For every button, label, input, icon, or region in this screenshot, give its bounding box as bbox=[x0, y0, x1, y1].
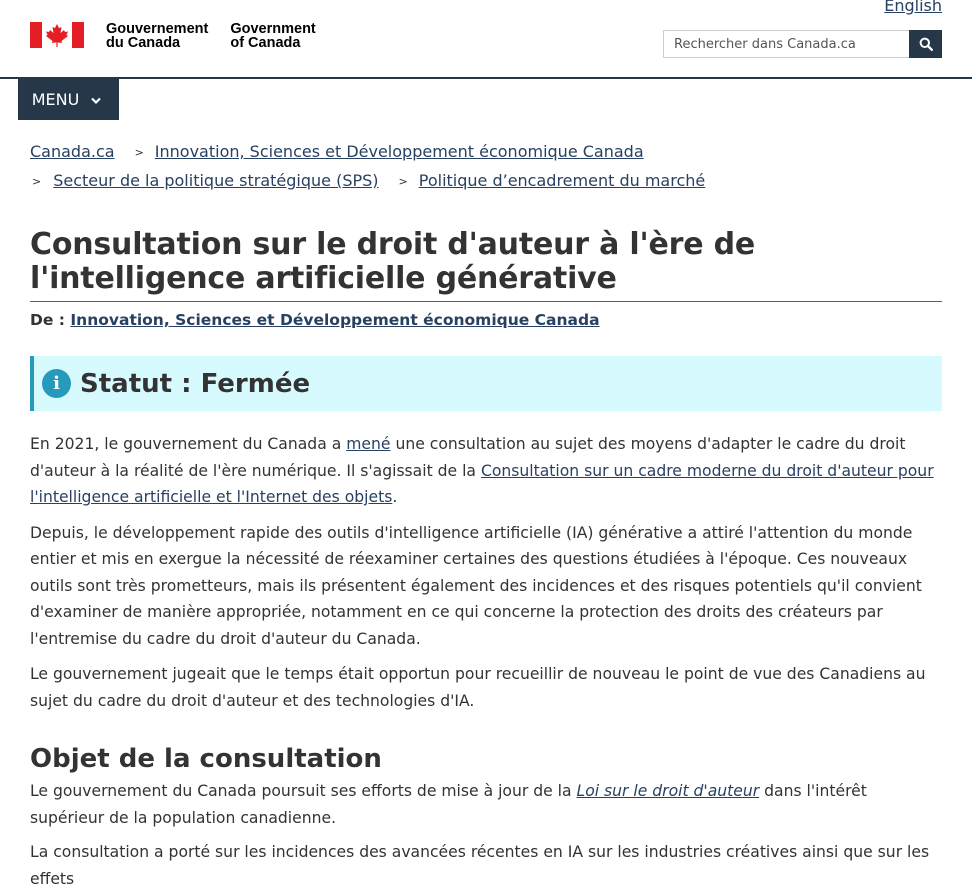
breadcrumb-separator: > bbox=[398, 175, 408, 188]
info-icon: i bbox=[42, 369, 71, 398]
chevron-down-icon bbox=[91, 90, 101, 109]
signature-fr-line1: Gouvernement bbox=[106, 21, 209, 37]
menu-label: MENU bbox=[31, 90, 80, 109]
language-toggle-link[interactable]: English bbox=[884, 0, 942, 15]
mene-link[interactable]: mené bbox=[346, 435, 391, 453]
section-heading-objective: Objet de la consultation bbox=[30, 744, 382, 774]
consultation-scope-paragraph: La consultation a porté sur les incidences des avancées récentes en IA sur les industries créatives ainsi que sur les effets bbox=[30, 843, 930, 888]
objective-paragraph bbox=[30, 778, 942, 831]
canada-flag-icon bbox=[30, 22, 84, 48]
intro-text-3: . bbox=[392, 488, 398, 506]
intro-paragraph bbox=[30, 431, 942, 511]
copyright-act-link[interactable]: Loi sur le droit d'auteur bbox=[576, 782, 760, 800]
government-signature[interactable] bbox=[30, 22, 338, 50]
breadcrumb-link-sps[interactable]: Secteur de la politique stratégique (SPS) bbox=[53, 171, 379, 190]
search-button[interactable] bbox=[909, 30, 942, 58]
search-icon bbox=[919, 37, 933, 51]
search-input[interactable] bbox=[663, 30, 909, 58]
status-heading: Statut : Fermée bbox=[80, 368, 311, 399]
intro-text-1: En 2021, le gouvernement du Canada a bbox=[30, 435, 347, 453]
author-line bbox=[30, 311, 942, 329]
page-title: Consultation sur le droit d'auteur à l'ère de l'intelligence artificielle générative bbox=[30, 228, 942, 302]
breadcrumb-link-market-policy[interactable]: Politique d’encadrement du marché bbox=[418, 171, 706, 190]
objective-text-1: Le gouvernement du Canada poursuit ses efforts de mise à jour de la bbox=[30, 782, 577, 800]
intro-text-2: une consultation au sujet des moyens d'adapter le cadre du droit d'auteur à la réalité de l'ère numérique. Il s'agissait de la bbox=[30, 435, 906, 480]
timing-paragraph: Le gouvernement jugeait que le temps était opportun pour recueillir de nouveau le point de vue des Canadiens au sujet du cadre du droit d'auteur et des technologies d'IA. bbox=[30, 665, 926, 710]
ai-context-paragraph: Depuis, le développement rapide des outils d'intelligence artificielle (IA) générative a attiré l'attention du monde entier et mis en exergue la nécessité de réexaminer certaines des questions étudiées à l'époque. Ces nouveaux outils sont très prometteurs, mais ils présentent également des incidences et des risques potentiels qu'il convient d'examiner de manière appropriée, notamment en ce qui concerne la protection des droits des créateurs par l'entremise du cadre du droit d'auteur du Canada. bbox=[30, 523, 922, 648]
breadcrumb-separator: > bbox=[32, 175, 42, 188]
site-search bbox=[663, 30, 942, 58]
breadcrumb-link-ised[interactable]: Innovation, Sciences et Développement économique Canada bbox=[154, 142, 644, 161]
main-content bbox=[30, 228, 942, 892]
breadcrumb bbox=[30, 138, 950, 196]
objective-text-2: dans l'intérêt supérieur de la population canadienne. bbox=[30, 782, 867, 827]
site-header bbox=[0, 0, 972, 79]
signature-en-line2: of Canada bbox=[230, 35, 301, 51]
breadcrumb-link-canada[interactable]: Canada.ca bbox=[30, 142, 115, 161]
author-link[interactable]: Innovation, Sciences et Développement économique Canada bbox=[70, 311, 600, 329]
status-alert bbox=[30, 356, 942, 411]
menu-button[interactable] bbox=[18, 79, 119, 120]
signature-en-line1: Government bbox=[230, 21, 316, 37]
breadcrumb-separator: > bbox=[134, 146, 144, 159]
author-prefix: De : bbox=[30, 311, 65, 329]
signature-fr-line2: du Canada bbox=[106, 35, 181, 51]
consultation-2021-link[interactable]: Consultation sur un cadre moderne du droit d'auteur pour l'intelligence artificielle et l'Internet des objets bbox=[30, 461, 934, 506]
